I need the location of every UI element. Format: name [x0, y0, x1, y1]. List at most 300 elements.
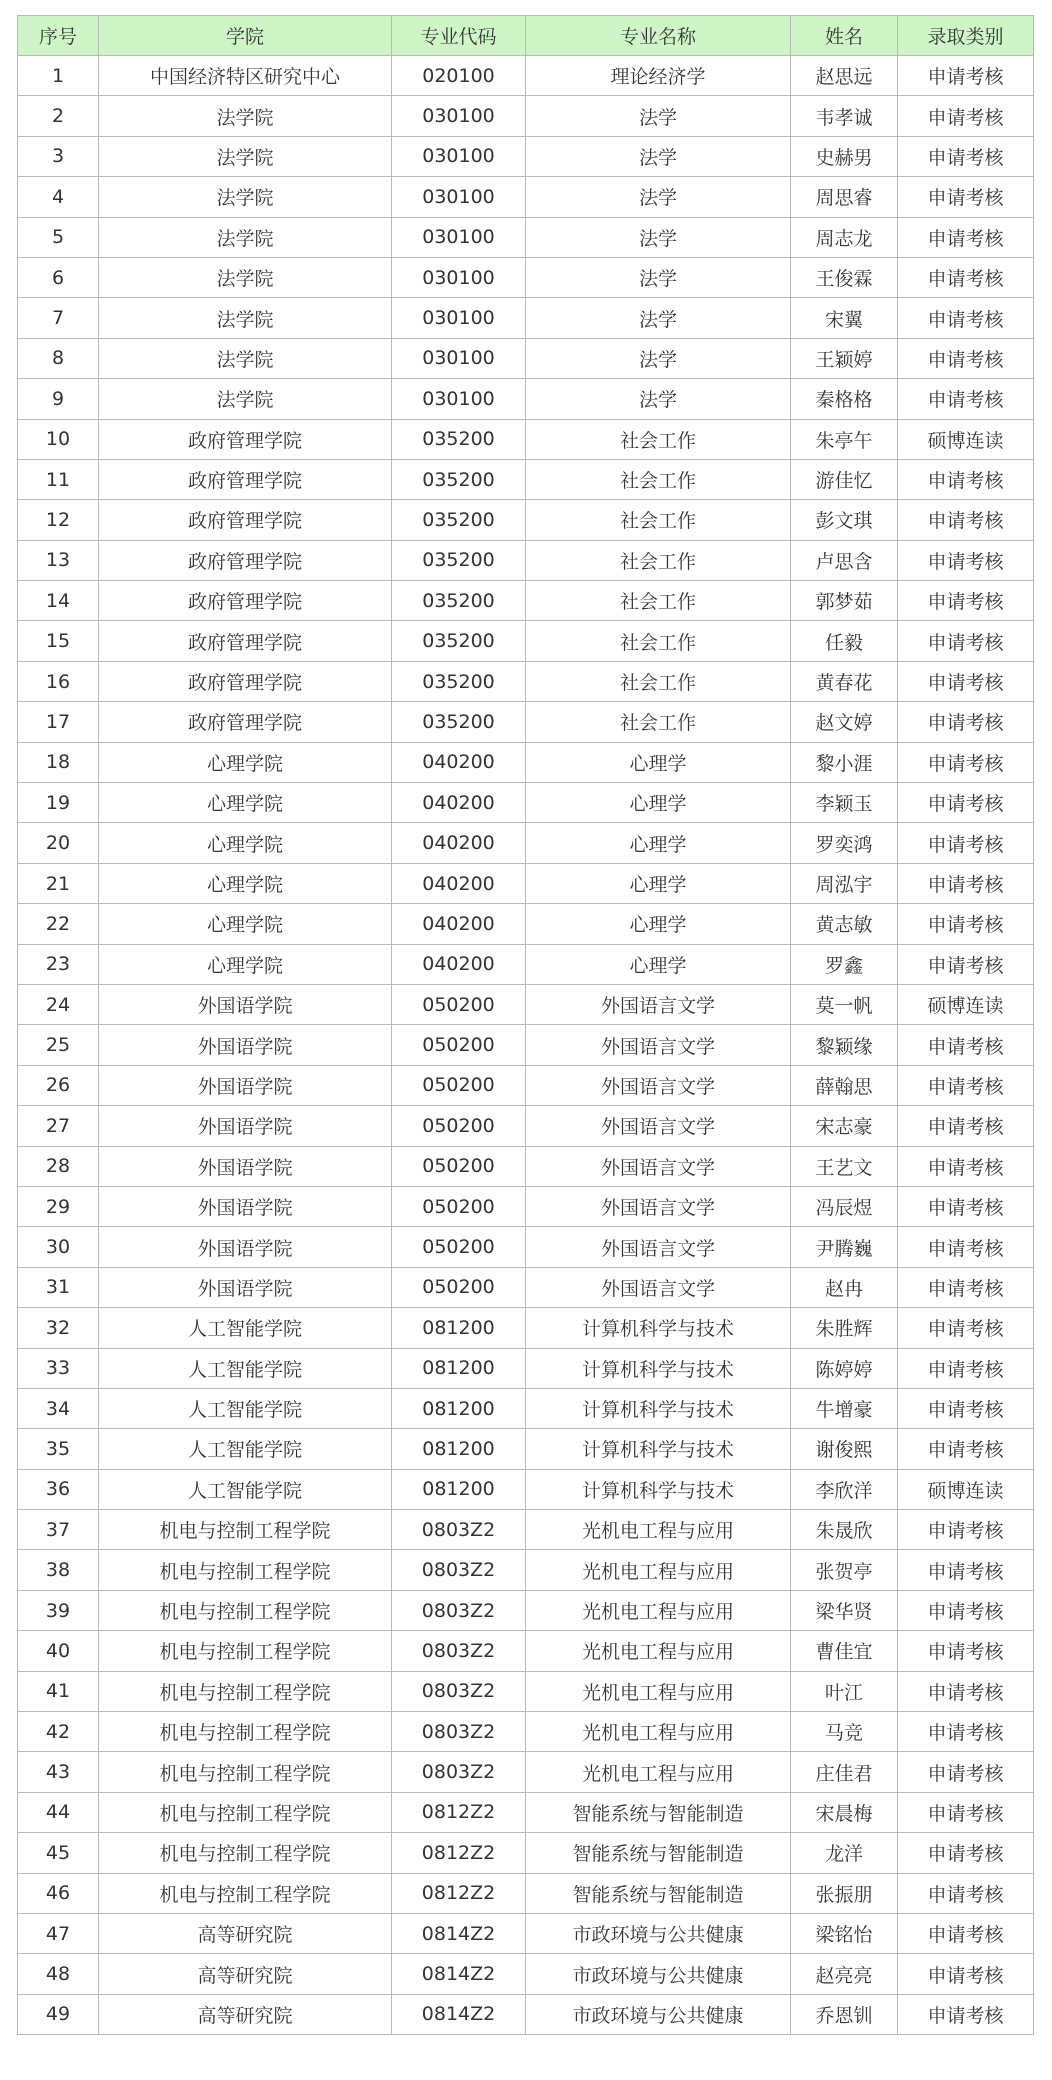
- cell-admission-type: 申请考核: [898, 1388, 1034, 1428]
- table-row: [18, 1025, 1034, 1065]
- cell-major-code: 030100: [392, 257, 526, 297]
- cell-admission-type: 申请考核: [898, 1954, 1034, 1994]
- cell-serial-number: 5: [18, 217, 99, 257]
- cell-admission-type: 申请考核: [898, 1025, 1034, 1065]
- cell-admission-type: 申请考核: [898, 136, 1034, 176]
- cell-serial-number: 43: [18, 1752, 99, 1792]
- cell-major-code: 0803Z2: [392, 1712, 526, 1752]
- cell-student-name: 王颖婷: [791, 338, 898, 378]
- table-row: [18, 500, 1034, 540]
- cell-admission-type: 申请考核: [898, 1631, 1034, 1671]
- cell-major-code: 0812Z2: [392, 1833, 526, 1873]
- cell-school: 政府管理学院: [99, 661, 392, 701]
- cell-admission-type: 申请考核: [898, 904, 1034, 944]
- cell-major-name: 法学: [526, 136, 791, 176]
- cell-major-code: 040200: [392, 863, 526, 903]
- table-row: [18, 1792, 1034, 1832]
- cell-school: 心理学院: [99, 783, 392, 823]
- cell-admission-type: 申请考核: [898, 96, 1034, 136]
- cell-admission-type: 申请考核: [898, 1752, 1034, 1792]
- table-row: [18, 459, 1034, 499]
- cell-serial-number: 40: [18, 1631, 99, 1671]
- cell-admission-type: 申请考核: [898, 702, 1034, 742]
- cell-major-name: 外国语言文学: [526, 1065, 791, 1105]
- table-row: [18, 1065, 1034, 1105]
- cell-student-name: 李欣洋: [791, 1469, 898, 1509]
- table-row: [18, 1429, 1034, 1469]
- cell-major-code: 040200: [392, 742, 526, 782]
- cell-serial-number: 28: [18, 1146, 99, 1186]
- cell-serial-number: 17: [18, 702, 99, 742]
- table-row: [18, 136, 1034, 176]
- cell-serial-number: 13: [18, 540, 99, 580]
- cell-serial-number: 41: [18, 1671, 99, 1711]
- cell-student-name: 李颖玉: [791, 783, 898, 823]
- cell-student-name: 周泓宇: [791, 863, 898, 903]
- cell-school: 法学院: [99, 96, 392, 136]
- cell-student-name: 莫一帆: [791, 984, 898, 1024]
- cell-serial-number: 7: [18, 298, 99, 338]
- cell-student-name: 谢俊熙: [791, 1429, 898, 1469]
- table-row: [18, 379, 1034, 419]
- cell-school: 机电与控制工程学院: [99, 1550, 392, 1590]
- cell-major-name: 心理学: [526, 863, 791, 903]
- cell-school: 法学院: [99, 257, 392, 297]
- cell-student-name: 庄佳君: [791, 1752, 898, 1792]
- cell-student-name: 赵思远: [791, 56, 898, 96]
- header-row: [18, 16, 1034, 56]
- cell-serial-number: 46: [18, 1873, 99, 1913]
- cell-major-name: 法学: [526, 177, 791, 217]
- cell-admission-type: 申请考核: [898, 621, 1034, 661]
- cell-serial-number: 35: [18, 1429, 99, 1469]
- cell-major-name: 法学: [526, 257, 791, 297]
- cell-major-code: 030100: [392, 136, 526, 176]
- cell-admission-type: 申请考核: [898, 742, 1034, 782]
- cell-admission-type: 申请考核: [898, 459, 1034, 499]
- cell-major-name: 市政环境与公共健康: [526, 1913, 791, 1953]
- table-row: [18, 944, 1034, 984]
- cell-school: 心理学院: [99, 742, 392, 782]
- cell-major-name: 市政环境与公共健康: [526, 1994, 791, 2034]
- cell-admission-type: 申请考核: [898, 1590, 1034, 1630]
- cell-admission-type: 申请考核: [898, 1106, 1034, 1146]
- table-row: [18, 1388, 1034, 1428]
- cell-major-name: 心理学: [526, 944, 791, 984]
- table-row: [18, 56, 1034, 96]
- cell-school: 法学院: [99, 298, 392, 338]
- cell-school: 法学院: [99, 136, 392, 176]
- cell-major-code: 030100: [392, 177, 526, 217]
- cell-school: 法学院: [99, 217, 392, 257]
- cell-major-code: 081200: [392, 1308, 526, 1348]
- cell-major-name: 法学: [526, 96, 791, 136]
- table-row: [18, 783, 1034, 823]
- cell-school: 机电与控制工程学院: [99, 1590, 392, 1630]
- cell-serial-number: 30: [18, 1227, 99, 1267]
- cell-student-name: 黎小涯: [791, 742, 898, 782]
- cell-admission-type: 申请考核: [898, 1510, 1034, 1550]
- table-body: [18, 56, 1034, 2035]
- cell-admission-type: 申请考核: [898, 1994, 1034, 2034]
- cell-serial-number: 14: [18, 581, 99, 621]
- cell-school: 心理学院: [99, 944, 392, 984]
- cell-major-name: 计算机科学与技术: [526, 1469, 791, 1509]
- cell-major-code: 030100: [392, 96, 526, 136]
- cell-major-name: 外国语言文学: [526, 1106, 791, 1146]
- cell-serial-number: 6: [18, 257, 99, 297]
- cell-student-name: 罗奕鸿: [791, 823, 898, 863]
- cell-major-code: 0812Z2: [392, 1792, 526, 1832]
- cell-serial-number: 25: [18, 1025, 99, 1065]
- cell-admission-type: 申请考核: [898, 1267, 1034, 1307]
- table-row: [18, 257, 1034, 297]
- cell-admission-type: 申请考核: [898, 1348, 1034, 1388]
- cell-school: 外国语学院: [99, 1025, 392, 1065]
- cell-admission-type: 申请考核: [898, 823, 1034, 863]
- cell-serial-number: 12: [18, 500, 99, 540]
- cell-major-name: 心理学: [526, 904, 791, 944]
- cell-serial-number: 4: [18, 177, 99, 217]
- cell-school: 机电与控制工程学院: [99, 1712, 392, 1752]
- cell-major-code: 035200: [392, 540, 526, 580]
- cell-major-code: 035200: [392, 581, 526, 621]
- cell-major-name: 光机电工程与应用: [526, 1671, 791, 1711]
- table-row: [18, 904, 1034, 944]
- cell-serial-number: 33: [18, 1348, 99, 1388]
- cell-school: 政府管理学院: [99, 540, 392, 580]
- table-row: [18, 217, 1034, 257]
- header-major-name: 专业名称: [526, 16, 791, 56]
- cell-school: 外国语学院: [99, 1065, 392, 1105]
- cell-admission-type: 申请考核: [898, 217, 1034, 257]
- cell-major-name: 智能系统与智能制造: [526, 1873, 791, 1913]
- cell-serial-number: 26: [18, 1065, 99, 1105]
- cell-major-code: 050200: [392, 1025, 526, 1065]
- cell-major-name: 社会工作: [526, 621, 791, 661]
- header-major-code: 专业代码: [392, 16, 526, 56]
- cell-student-name: 游佳忆: [791, 459, 898, 499]
- cell-serial-number: 22: [18, 904, 99, 944]
- cell-admission-type: 申请考核: [898, 1712, 1034, 1752]
- cell-serial-number: 15: [18, 621, 99, 661]
- cell-serial-number: 21: [18, 863, 99, 903]
- cell-school: 中国经济特区研究中心: [99, 56, 392, 96]
- cell-serial-number: 36: [18, 1469, 99, 1509]
- cell-school: 外国语学院: [99, 1146, 392, 1186]
- cell-major-code: 0803Z2: [392, 1671, 526, 1711]
- cell-major-code: 035200: [392, 500, 526, 540]
- cell-student-name: 朱晟欣: [791, 1510, 898, 1550]
- cell-major-name: 光机电工程与应用: [526, 1590, 791, 1630]
- cell-major-name: 外国语言文学: [526, 1025, 791, 1065]
- cell-major-code: 040200: [392, 783, 526, 823]
- cell-school: 法学院: [99, 338, 392, 378]
- cell-student-name: 罗鑫: [791, 944, 898, 984]
- cell-major-code: 081200: [392, 1469, 526, 1509]
- cell-student-name: 龙洋: [791, 1833, 898, 1873]
- cell-student-name: 任毅: [791, 621, 898, 661]
- cell-admission-type: 申请考核: [898, 944, 1034, 984]
- cell-serial-number: 45: [18, 1833, 99, 1873]
- cell-major-code: 050200: [392, 1186, 526, 1226]
- cell-serial-number: 3: [18, 136, 99, 176]
- cell-admission-type: 申请考核: [898, 1429, 1034, 1469]
- table-row: [18, 702, 1034, 742]
- cell-major-name: 光机电工程与应用: [526, 1752, 791, 1792]
- cell-major-name: 法学: [526, 379, 791, 419]
- cell-student-name: 黎颖缘: [791, 1025, 898, 1065]
- cell-school: 机电与控制工程学院: [99, 1631, 392, 1671]
- table-header: [18, 16, 1034, 56]
- cell-admission-type: 硕博连读: [898, 419, 1034, 459]
- cell-serial-number: 37: [18, 1510, 99, 1550]
- table-row: [18, 419, 1034, 459]
- table-row: [18, 1994, 1034, 2034]
- cell-student-name: 张振朋: [791, 1873, 898, 1913]
- cell-school: 机电与控制工程学院: [99, 1833, 392, 1873]
- cell-school: 心理学院: [99, 823, 392, 863]
- cell-school: 外国语学院: [99, 1267, 392, 1307]
- cell-admission-type: 申请考核: [898, 783, 1034, 823]
- header-student-name: 姓名: [791, 16, 898, 56]
- cell-admission-type: 申请考核: [898, 540, 1034, 580]
- cell-major-code: 0803Z2: [392, 1550, 526, 1590]
- cell-admission-type: 硕博连读: [898, 1469, 1034, 1509]
- cell-student-name: 尹腾巍: [791, 1227, 898, 1267]
- cell-admission-type: 申请考核: [898, 56, 1034, 96]
- table-row: [18, 1873, 1034, 1913]
- table-row: [18, 1631, 1034, 1671]
- cell-major-name: 法学: [526, 217, 791, 257]
- cell-school: 机电与控制工程学院: [99, 1792, 392, 1832]
- cell-major-name: 外国语言文学: [526, 1227, 791, 1267]
- header-serial-number: 序号: [18, 16, 99, 56]
- cell-student-name: 赵文婷: [791, 702, 898, 742]
- cell-major-code: 0803Z2: [392, 1752, 526, 1792]
- cell-admission-type: 硕博连读: [898, 984, 1034, 1024]
- cell-school: 人工智能学院: [99, 1429, 392, 1469]
- cell-school: 政府管理学院: [99, 621, 392, 661]
- cell-major-name: 心理学: [526, 783, 791, 823]
- cell-major-code: 035200: [392, 702, 526, 742]
- cell-school: 机电与控制工程学院: [99, 1873, 392, 1913]
- cell-major-name: 光机电工程与应用: [526, 1712, 791, 1752]
- cell-school: 机电与控制工程学院: [99, 1752, 392, 1792]
- table-row: [18, 1469, 1034, 1509]
- cell-major-name: 外国语言文学: [526, 1146, 791, 1186]
- cell-school: 高等研究院: [99, 1954, 392, 1994]
- cell-major-code: 0814Z2: [392, 1994, 526, 2034]
- cell-major-name: 外国语言文学: [526, 1267, 791, 1307]
- cell-serial-number: 8: [18, 338, 99, 378]
- cell-student-name: 周思睿: [791, 177, 898, 217]
- table-row: [18, 1510, 1034, 1550]
- cell-school: 法学院: [99, 177, 392, 217]
- table-row: [18, 1833, 1034, 1873]
- cell-major-code: 030100: [392, 217, 526, 257]
- cell-serial-number: 42: [18, 1712, 99, 1752]
- cell-admission-type: 申请考核: [898, 581, 1034, 621]
- cell-student-name: 周志龙: [791, 217, 898, 257]
- cell-admission-type: 申请考核: [898, 1186, 1034, 1226]
- table-row: [18, 1671, 1034, 1711]
- cell-student-name: 卢思含: [791, 540, 898, 580]
- cell-admission-type: 申请考核: [898, 1913, 1034, 1953]
- cell-serial-number: 29: [18, 1186, 99, 1226]
- table-row: [18, 1146, 1034, 1186]
- cell-admission-type: 申请考核: [898, 177, 1034, 217]
- table-row: [18, 581, 1034, 621]
- cell-serial-number: 32: [18, 1308, 99, 1348]
- table-row: [18, 1752, 1034, 1792]
- cell-school: 政府管理学院: [99, 702, 392, 742]
- cell-major-code: 050200: [392, 1267, 526, 1307]
- table-row: [18, 1712, 1034, 1752]
- cell-major-name: 社会工作: [526, 702, 791, 742]
- cell-serial-number: 11: [18, 459, 99, 499]
- cell-school: 外国语学院: [99, 1186, 392, 1226]
- cell-major-name: 社会工作: [526, 581, 791, 621]
- cell-admission-type: 申请考核: [898, 1065, 1034, 1105]
- cell-serial-number: 16: [18, 661, 99, 701]
- cell-major-code: 030100: [392, 298, 526, 338]
- cell-major-name: 计算机科学与技术: [526, 1429, 791, 1469]
- cell-school: 政府管理学院: [99, 500, 392, 540]
- cell-school: 外国语学院: [99, 984, 392, 1024]
- cell-serial-number: 9: [18, 379, 99, 419]
- cell-school: 心理学院: [99, 904, 392, 944]
- cell-student-name: 朱胜辉: [791, 1308, 898, 1348]
- cell-student-name: 黄志敏: [791, 904, 898, 944]
- cell-admission-type: 申请考核: [898, 298, 1034, 338]
- cell-serial-number: 31: [18, 1267, 99, 1307]
- cell-major-code: 050200: [392, 984, 526, 1024]
- cell-major-code: 035200: [392, 661, 526, 701]
- cell-major-name: 计算机科学与技术: [526, 1388, 791, 1428]
- cell-serial-number: 48: [18, 1954, 99, 1994]
- cell-student-name: 王艺文: [791, 1146, 898, 1186]
- cell-student-name: 朱亭午: [791, 419, 898, 459]
- cell-major-name: 智能系统与智能制造: [526, 1792, 791, 1832]
- cell-serial-number: 39: [18, 1590, 99, 1630]
- cell-school: 人工智能学院: [99, 1469, 392, 1509]
- cell-serial-number: 20: [18, 823, 99, 863]
- cell-admission-type: 申请考核: [898, 1671, 1034, 1711]
- cell-major-code: 050200: [392, 1065, 526, 1105]
- cell-student-name: 乔恩钏: [791, 1994, 898, 2034]
- cell-admission-type: 申请考核: [898, 500, 1034, 540]
- cell-school: 心理学院: [99, 863, 392, 903]
- cell-major-name: 社会工作: [526, 500, 791, 540]
- cell-serial-number: 10: [18, 419, 99, 459]
- cell-admission-type: 申请考核: [898, 338, 1034, 378]
- table-row: [18, 1954, 1034, 1994]
- cell-student-name: 陈婷婷: [791, 1348, 898, 1388]
- cell-major-code: 040200: [392, 823, 526, 863]
- cell-major-name: 心理学: [526, 823, 791, 863]
- cell-school: 政府管理学院: [99, 581, 392, 621]
- cell-major-code: 035200: [392, 459, 526, 499]
- header-admission-type: 录取类别: [898, 16, 1034, 56]
- admission-list: [17, 15, 1033, 2035]
- cell-student-name: 宋翼: [791, 298, 898, 338]
- cell-serial-number: 18: [18, 742, 99, 782]
- cell-major-name: 市政环境与公共健康: [526, 1954, 791, 1994]
- cell-student-name: 赵冉: [791, 1267, 898, 1307]
- cell-major-code: 081200: [392, 1429, 526, 1469]
- cell-student-name: 韦孝诚: [791, 96, 898, 136]
- cell-major-name: 智能系统与智能制造: [526, 1833, 791, 1873]
- table-row: [18, 96, 1034, 136]
- cell-school: 外国语学院: [99, 1106, 392, 1146]
- cell-student-name: 黄春花: [791, 661, 898, 701]
- cell-school: 高等研究院: [99, 1994, 392, 2034]
- cell-admission-type: 申请考核: [898, 1227, 1034, 1267]
- cell-serial-number: 2: [18, 96, 99, 136]
- cell-major-code: 0814Z2: [392, 1913, 526, 1953]
- cell-serial-number: 34: [18, 1388, 99, 1428]
- cell-student-name: 史赫男: [791, 136, 898, 176]
- cell-student-name: 牛增豪: [791, 1388, 898, 1428]
- cell-serial-number: 23: [18, 944, 99, 984]
- cell-admission-type: 申请考核: [898, 257, 1034, 297]
- cell-major-name: 计算机科学与技术: [526, 1308, 791, 1348]
- cell-school: 外国语学院: [99, 1227, 392, 1267]
- cell-major-code: 0803Z2: [392, 1631, 526, 1671]
- cell-major-code: 0812Z2: [392, 1873, 526, 1913]
- admission-table: [17, 15, 1034, 2035]
- cell-student-name: 彭文琪: [791, 500, 898, 540]
- cell-admission-type: 申请考核: [898, 1792, 1034, 1832]
- table-row: [18, 1348, 1034, 1388]
- cell-major-code: 050200: [392, 1106, 526, 1146]
- cell-major-code: 040200: [392, 904, 526, 944]
- cell-major-name: 光机电工程与应用: [526, 1550, 791, 1590]
- cell-major-code: 050200: [392, 1146, 526, 1186]
- cell-major-name: 社会工作: [526, 540, 791, 580]
- cell-major-name: 理论经济学: [526, 56, 791, 96]
- cell-school: 人工智能学院: [99, 1348, 392, 1388]
- cell-admission-type: 申请考核: [898, 1873, 1034, 1913]
- cell-major-code: 0814Z2: [392, 1954, 526, 1994]
- cell-student-name: 郭梦茹: [791, 581, 898, 621]
- header-school: 学院: [99, 16, 392, 56]
- cell-student-name: 薛翰思: [791, 1065, 898, 1105]
- cell-major-code: 0803Z2: [392, 1590, 526, 1630]
- cell-student-name: 秦格格: [791, 379, 898, 419]
- cell-major-code: 0803Z2: [392, 1510, 526, 1550]
- table-row: [18, 661, 1034, 701]
- cell-school: 政府管理学院: [99, 459, 392, 499]
- cell-major-name: 社会工作: [526, 661, 791, 701]
- cell-serial-number: 27: [18, 1106, 99, 1146]
- table-row: [18, 1227, 1034, 1267]
- cell-admission-type: 申请考核: [898, 1833, 1034, 1873]
- cell-school: 人工智能学院: [99, 1308, 392, 1348]
- cell-student-name: 梁华贤: [791, 1590, 898, 1630]
- cell-major-name: 法学: [526, 298, 791, 338]
- cell-serial-number: 38: [18, 1550, 99, 1590]
- cell-student-name: 冯辰煜: [791, 1186, 898, 1226]
- cell-serial-number: 24: [18, 984, 99, 1024]
- table-row: [18, 823, 1034, 863]
- table-row: [18, 984, 1034, 1024]
- cell-major-name: 心理学: [526, 742, 791, 782]
- cell-major-name: 社会工作: [526, 459, 791, 499]
- table-row: [18, 621, 1034, 661]
- table-row: [18, 1106, 1034, 1146]
